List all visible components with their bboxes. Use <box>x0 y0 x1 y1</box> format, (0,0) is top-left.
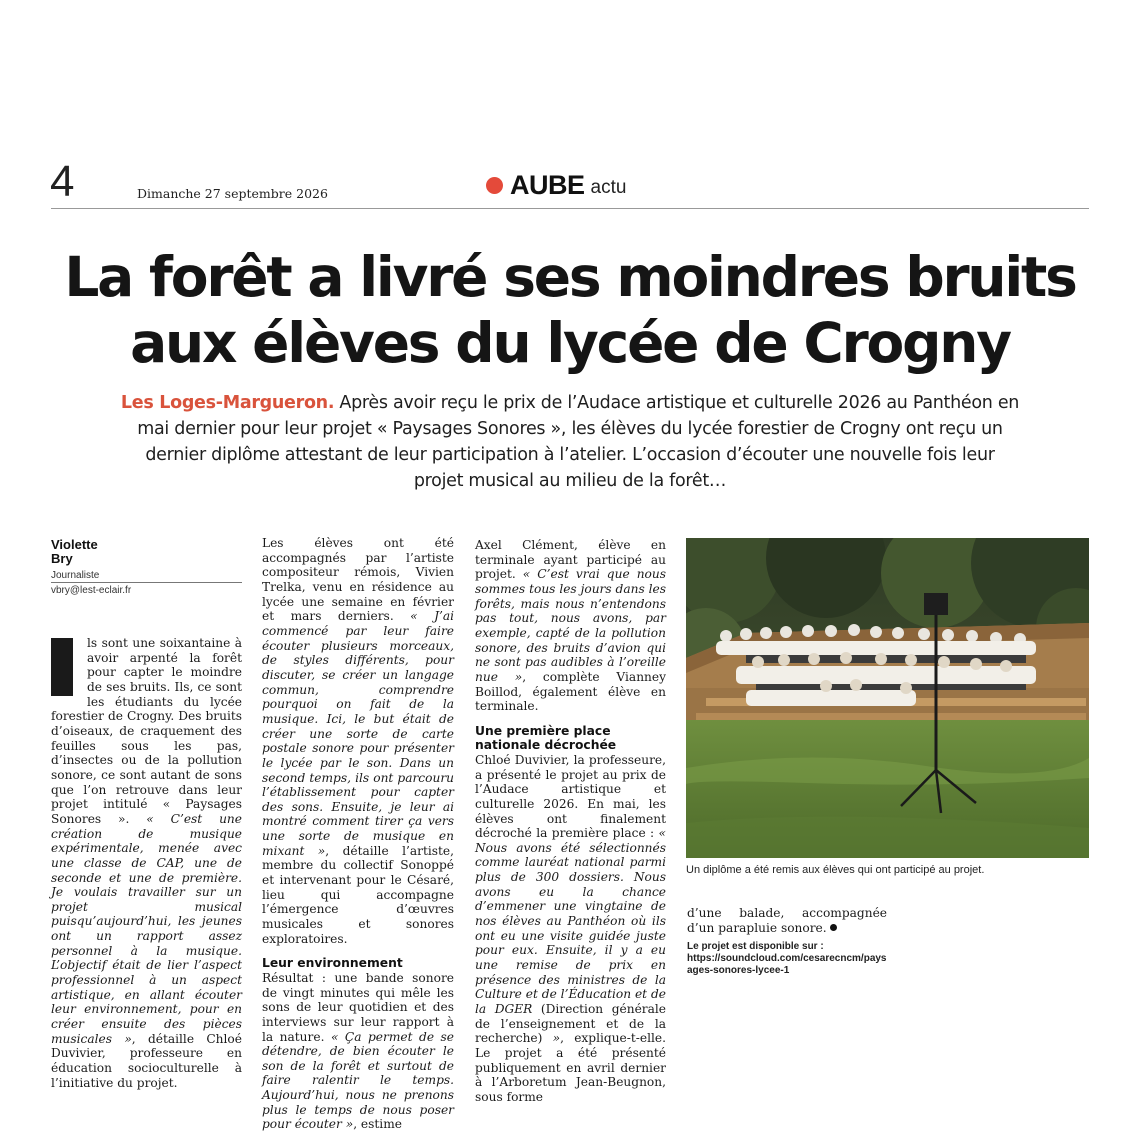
article-column-2 <box>262 536 454 1132</box>
col3-text-end: , complète Vianney Boillod, également élève en terminale. <box>475 669 666 714</box>
col3-text: Axel Clément, élève en terminale ayant participé au projet. <box>475 538 666 582</box>
col3-quote-close: » <box>542 1031 561 1046</box>
subhead-environnement: Leur environnement <box>262 956 403 971</box>
page-number: 4 <box>50 157 75 206</box>
title-line-2: aux élèves du lycée de Crogny <box>130 311 1010 375</box>
author-name <box>51 538 98 566</box>
col1-quote: « C’est une création de musique expérimentale, menée avec une classe de CAP, une de seconde et une de première. Je voulais travailler sur un projet musical puisqu’aujourd’hui, les jeunes ont un rapport assez personnel à la musique. L’objectif était de lier l’aspect professionnel à un aspect artistique, en allant écouter leur environnement, pour en créer ensuite des pièces musicales » <box>51 811 242 1046</box>
section-sub: actu <box>590 177 627 198</box>
author-email: vbry@lest-eclair.fr <box>51 585 132 596</box>
col2-text-3: , estime <box>353 1117 402 1132</box>
availability-note <box>687 941 887 977</box>
article-lede <box>120 390 1020 494</box>
article-column-1 <box>51 636 242 1090</box>
author-role: Journaliste <box>51 570 100 581</box>
col3-quote-2: « Nous avons été sélectionnés comme lauréat national parmi plus de 300 dossiers. Nous avons eu la chance d’emmener une vingtaine de nos élèves au Panthéon où ils ont eu une visite guidée juste pour eux. Ensuite, il y a eu une remise de prix en présence des ministres de la Culture et de l’Éducation et de la DGER <box>475 826 666 1017</box>
col3-parenthesis: (Direction générale de l’enseignement et de la recherche) <box>475 1002 666 1046</box>
col4-text: d’une balade, accompagnée d’un parapluie sonore. <box>687 906 887 935</box>
author-rule <box>51 582 242 583</box>
section-dot-icon <box>486 177 503 194</box>
lede-text: Après avoir reçu le prix de l’Audace artistique et culturelle 2026 au Panthéon en mai dernier pour leur projet « Paysages Sonores », les élèves du lycée forestier de Crogny ont reçu un dernier diplôme attestant de leur participation à l’atelier. L’occasion d’écouter une nouvelle fois leur projet musical au milieu de la forêt… <box>137 393 1020 491</box>
dropcap-i <box>51 638 73 696</box>
col2-text-end: , détaille l’artiste, membre du collectif Sonoppé et intervenant pour le Césaré, lieu qui accompagne l’émergence d’œuvres musicales et sonores exploratoires. <box>262 843 455 946</box>
lede-place: Les Loges-Margueron. <box>120 393 335 413</box>
section-brand <box>486 170 626 201</box>
col3-text-2: Chloé Duvivier, la professeure, a présenté le projet au prix de l’Audace artistique et culturelle 2026. En mai, les élèves ont finalement décroché la première place : <box>475 752 666 841</box>
section-name: AUBE <box>510 170 585 200</box>
article-column-3 <box>475 538 666 1105</box>
col2-quote-2: « Ça permet de se détendre, de bien écouter le son de la forêt et surtout de faire ralentir le temps. Aujourd’hui, nous ne prenons plus le temps de nous poser pour écouter » <box>262 1029 454 1132</box>
issue-date: Dimanche 27 septembre 2026 <box>137 186 328 201</box>
col1-text: ls sont une soixantaine à avoir arpenté la forêt pour capter le moindre de ses bruits. Ils, ce sont les étudiants du lycée forestier de Crogny. Des bruits d’oiseaux, de craquement des feuilles sous les pas, d’insectes ou de la pollution sonore, ce sont autant de sons que l’on retrouve dans leur projet intitulé « Paysages Sonores ». <box>51 636 242 826</box>
photo-caption: Un diplôme a été remis aux élèves qui ont participé au projet. <box>686 864 985 876</box>
title-line-1: La forêt a livré ses moindres bruits <box>64 245 1076 309</box>
col2-text-2: Résultat : une bande sonore de vingt minutes qui mêle les sons de leur quotidien et des interviews sur leur rapport à la nature. <box>262 970 454 1044</box>
availability-label: Le projet est disponible sur : <box>687 941 824 953</box>
col3-text-3: , explique-t-elle. Le projet a été présenté publiquement en avril dernier à l’Arboretum Jean-Beugnon, sous forme <box>475 1031 666 1104</box>
col2-text: Les élèves ont été accompagnés par l’artiste compositeur rémois, Vivien Trelka, venu en résidence au lycée une semaine en février et mars derniers. <box>262 536 454 624</box>
end-of-article-icon <box>830 924 837 931</box>
article-column-4 <box>687 906 887 977</box>
header-rule <box>51 208 1089 209</box>
author-last-name: Bry <box>51 551 73 566</box>
article-title <box>30 244 1110 376</box>
col3-quote: « C’est vrai que nous sommes tous les jours dans les forêts, mais nous n’entendons pas tout, nous avons, par exemple, capté de la pollution sonore, des bruits d’avion qui ne sont pas audibles à l’oreille nue » <box>475 567 667 684</box>
subhead-premiere-place: Une première place nationale décrochée <box>475 723 617 753</box>
col1-text-end: , détaille Chloé Duvivier, professeure en éducation socioculturelle à l’initiative du projet. <box>51 1031 242 1090</box>
author-first-name: Violette <box>51 537 98 552</box>
availability-link: https://soundcloud.com/cesarecncm/paysages-sonores-lycee-1 <box>687 953 887 977</box>
col2-quote: « J’ai commencé par leur faire écouter plusieurs morceaux, de styles différents, pour discuter, se créer un langage commun, comprendre pourquoi on fait de la musique. Ici, le but était de créer une sorte de carte postale sonore pour présenter le lycée par le son. Dans un second temps, ils ont parcouru l’établissement pour capter des sons. Ensuite, je leur ai montré comment tirer ça vers une sorte de musique en mixant » <box>262 609 454 858</box>
article-photo <box>686 538 1089 858</box>
